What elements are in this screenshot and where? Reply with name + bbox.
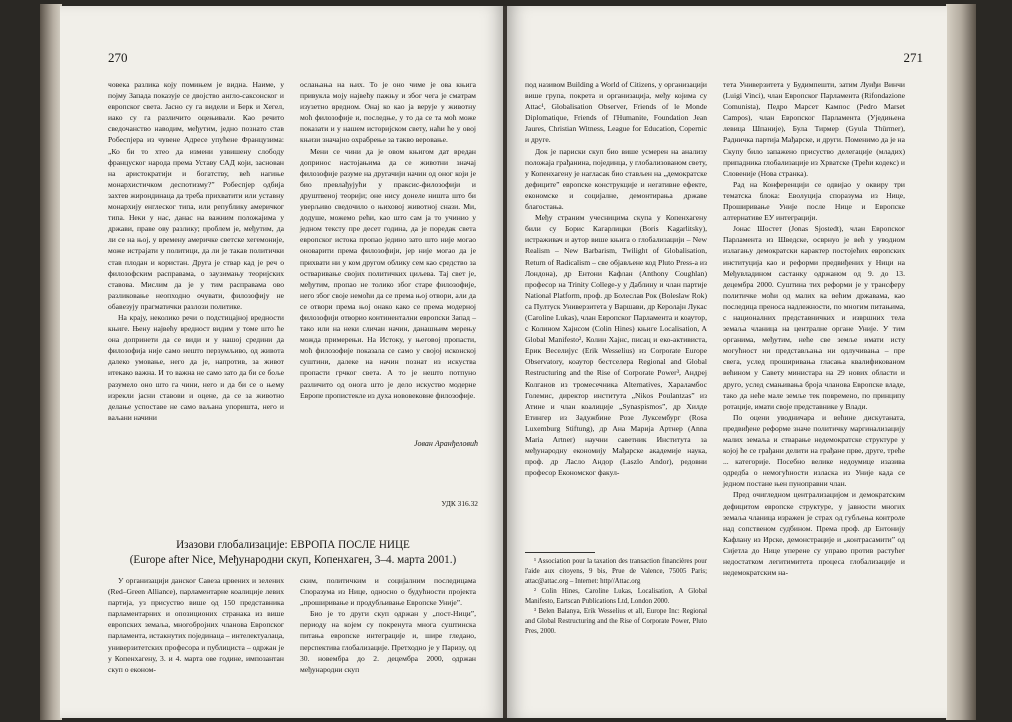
article-title-line2: (Europe after Nice, Међународни скуп, Копенхаген, 3–4. марта 2001.) bbox=[129, 554, 457, 566]
article-title bbox=[108, 538, 478, 568]
author-signature: Јован Аранђеловић bbox=[413, 439, 478, 448]
left-column-4 bbox=[300, 575, 476, 675]
footnote: ¹ Association pour la taxation des transaction financières pour l'aide aux citoyens, 9 bis, Prue de Valence, 75005 Paris; attac@attac.org – Internet: http//Attac.org bbox=[525, 558, 707, 585]
paragraph: По оцени уводничара и већине дискутаната, предвиђене реформе значе политичку маргинализацију малих земаља и стварање недемократске структуре у којој ће се грађани делити на грађане прве, друге, треће ... категорије. Посебно велике недоумице изазива одредба о немогућности изласка из Уније када се једном постане њен пуноправни члан. bbox=[723, 412, 905, 489]
page-edges-right bbox=[946, 4, 976, 720]
article-title-line1: Изазови глобализације: ЕВРОПА ПОСЛЕ НИЦЕ bbox=[176, 539, 410, 551]
paragraph: ослањања на њих. То је оно чиме је ова књига привукла моју највећу пажњу и због чега је сматрам изузетно вредном. Онај ко као ја верује у животну моћ филозофије и, последње, у то да се та моћ може показати и у нашем историјском свету, наћи ће у овој књизи значајно охрабрење за такво веровање. bbox=[300, 80, 476, 145]
udk-code: УДК 316.32 bbox=[441, 499, 478, 508]
paragraph: На крају, неколико речи о подстицајној вредности књиге. Њену највећу вредност видим у томе што ће она допринети да се види и у нашој средини да филозофија није само нешто перзумљиво, од живота далеко умовање, него да је, напротив, за живот итекако важна. И то важна не само зато да би се боље разумело оно што га чини, него и да би се о њему изрекли јасни ставови и оцене, да се за животно делање успоставе не само ваљана упоришта, него и ваљани начини bbox=[108, 312, 284, 422]
paragraph: тета Универзитета у Будимпешти, затим Луиђи Винчи (Luigi Vinci), члан Европског Парламента (Rifondazione Comunista), Педро Марсет Кампос (Pedro Marset Campos), члан Европског Парламента (Уједињена левица Шпаније), Була Тирмер (Gyula Thürmer), Радничка партија Мађарске, и други. Поменимо да је на Скупу било запажено присуство делегације (младих) припадника глобализације из Хрватске (Трећи кодекс) и Словеније (Нова странка). bbox=[723, 80, 905, 178]
right-page bbox=[507, 6, 947, 718]
paragraph: Мени се чини да је овом књигом дат вредан допринос настојањима да се животни значај филозофије разуме на другачији начин од оног који је био превлађујући у праксис-филозофији и друштвеној теорији; оне нису донеле ништа што би уверљиво сведочило о њиховој животној снази. Ми, додуше, можемо рећи, као што сам ја то учинио у једном тексту пре десет година, да је поредак света европског истока пропао једино зато што није могао оноварити према филозофији, јер није могао да је прихвати ни у ком другом облику сем као средство за остваривање својих политичких циљева. Тај свет је, међутим, пропао не толико због старе филозофије, него због своје немоћи да се према њој отвори, али да се отвори према њој онако како се према модерној филозофији отворио континентални европски Запад – тако или на неки сличан начин, данашњим мерењу можда примерењи. На Истоку, у његовој пропасти, моћ филозофије показала се само у својој исконској суштини, далеке на начин познат из искуства пропасти грчког света. А то је нешто потпуно различито од онога што је дело искуство модерне Европе пропистекле из духа нововековне филозофије. bbox=[300, 146, 476, 400]
footnotes bbox=[525, 557, 707, 637]
paragraph: Рад на Конференцији се одвијао у оквиру три тематска блока: Еволуција споразума из Нице, Проширивање Уније после Нице и Европске алтернативе ЕУ интеграцији. bbox=[723, 179, 905, 223]
footnote: ³ Belen Balanya, Erik Wesselius et all, Europe Inc: Regional and Global Restructuring and the Rise of Corporate Power, Pluto Pres, 2000. bbox=[525, 608, 707, 635]
paragraph: Јонас Шостет (Jonas Sjostedt), члан Европског Парламента из Шведске, осврнуо је већ у уводном излагању демократски карактер постојећих европских институција као и реформи предвиђених у Ници на Међувладином састанку одржаном од 9. до 13. децембра 2000. Суштина тих реформи је у трансферу политичке моћи од малих ка већим државама, као последица преноса надлежности, по многим питањима, с националних представничких и извршних тела земаља чланица на централне органе Уније. У тим органима, међутим, неће све земље имати исту могућност ни представљања ни одлучивања – пре свега, услед проширивања гласања квалификованом већином у Савету министара на 29 нових области и друго, услед смањивања броја чланова Европске владе, тако да неће мале земље тек повремено, по принципу ротације, имати своје представнике у Влади. bbox=[723, 224, 905, 411]
right-column-1 bbox=[525, 79, 707, 478]
left-column-1 bbox=[108, 79, 284, 423]
left-column-2 bbox=[300, 79, 476, 401]
paragraph: Док је париски скуп био више усмерен на анализу положаја грађанина, појединца, у глобализованом свету, у Копенхагену је нагласак био стављен на „демократске дефиците” европске конструкције и негативне ефекте, економске и социјалне, демонтирања државе благостања. bbox=[525, 146, 707, 212]
paragraph: Био је то други скуп одржан у „пост-Ници”, периоду на којем су покренута многа суштинска питања европске интеграције и, шире гледано, перспектива глобализације. Претходно је у Паризу, од 30. новембра до 2. децембра 2000, одржан међународни скуп bbox=[300, 609, 476, 674]
footnote: ² Colin Hines, Caroline Lukas, Localisation, A Global Manifesto, Eartscan Publications Ltd, London 2000. bbox=[525, 588, 707, 605]
left-page bbox=[60, 6, 505, 718]
footnote-rule bbox=[525, 552, 595, 553]
left-column-3 bbox=[108, 575, 284, 675]
page-number-right: 271 bbox=[903, 50, 923, 65]
paragraph: У организацији данског Савеза црвених и зелених (Red–Green Alliance), парламентарне коалиције левих партија, уз присуство више од 150 представника парламентарних и опозиционих странака из више европских земаља, многобројних чланова Европског парламента, истакнутих појединаца – интелектуалаца, универзитетских професора и публициста – одржан је у Копенхагену, 3. и 4. марта ове године, импозантан скуп о економ- bbox=[108, 576, 284, 674]
paragraph: ским, политичким и социјалним последицама Споразума из Нице, односно о будућности пројекта „проширивање и продубљивање Европске Уније”. bbox=[300, 576, 476, 608]
right-column-2 bbox=[723, 79, 905, 578]
page-edges-left bbox=[40, 4, 62, 720]
page-number-left: 270 bbox=[108, 50, 128, 65]
paragraph: Пред очигледном централизацијом и демократским дефицитом европске структуре, у јавности многих земаља чланица изражен је страх од губљења контроле над сопственом судбином. Према проф. др Ентонију Кафлану из Ирске, демонстрације и „контрасамити” од Сијетла до Нице уперене су управо против растућег недостатком легитимитета процеса глобализације и недемократским на- bbox=[723, 490, 905, 578]
paragraph: под називом Building a World of Citizens, у организацији више група, покрета и организација, међу којима су Attac¹, Globalisation Observer, Friends of le Monde Diplomatique, Friends of l'Humanite, Foundation Jean Jaures, Christian Witness, League for Education, Copernic и друге. bbox=[525, 80, 707, 145]
paragraph: човека разлика коју помињем је видна. Наиме, у појму Запада показује се двојство англо-саксонског и европског света. Јасно су га видели и Берк и Хегел, иако су га различито оцењивали. Као речито сведочанство наводим, међутим, једно познато став Робеспјера из чувене Адресе упућене Французима: „Ко би то хтео да измени узвишену слободу француског народа према Уставу САД који, заснован на аристократији и богатству, већ нагиње монархистичком деспотизму?” Робеспјер одбија захтев жирондинаца да треба прихватити или уставну монархију енглеског типа, или републику америчког типа. Неки у нас, данас на важним положајима у држави, праве ову разлику; проблем је, међутим, да ли се на њој, у времену америчке светске хегемоније, може истрајати у политици, да ли је такав политички став плодан и користан. Друга је ствар кад је реч о филозофским расправама, о заузимању теоријских ставова. Мислим да је у тим расправама ово разликовање неопходно очувати, филозофију не обавезују прагматички разлози политике. bbox=[108, 80, 284, 311]
paragraph: Међу страним учесницима скупа у Копенхагену били су Борис Кагарлицки (Boris Kagarlitsky), истраживач и аутор више књига о глобализацији – New Realism – New Barbarism, Twilight of Globalisation, Return of Radicalism – све објављене код Pluto Press-а из Лондона), др Ентони Кафлан (Anthony Coughlan) професор на Trinity College-у у Даблину и члан партије National Platform, проф. др Болеслав Рок (Boleslaw Rok) са Пултуск Универзитета у Варшави, др Керолајн Лукас (Caroline Lukas), члан Европског Парламента и коаутор, с Колином Хајнсом (Colin Hines) књиге Localisation, A Global Manifesto², Колин Хајнс, писац и еко-активиста, Ерик Веселијус (Erik Wesselius) из Corporate Europe Observatory, коаутор бестселера Regional and Global Restructuring and the Rise of Corporate Power³, Андреј Колганов из тромесечника Alternatives, Хараламбос Големис, директор института „Nikos Poulantzas” из Атине и члан коалиције „Synaspismos”, др Хилде Етингер из Задужбине Розе Луксембург (Rosa Luxemburg Stiftung), др Ана Марија Артнер (Anna Maria Artner) научни саветник Института за међународну економију Мађарске академије наука, проф. др Ласло Андор (Laszlo Andor), редовни професор Економског факул- bbox=[525, 213, 707, 478]
